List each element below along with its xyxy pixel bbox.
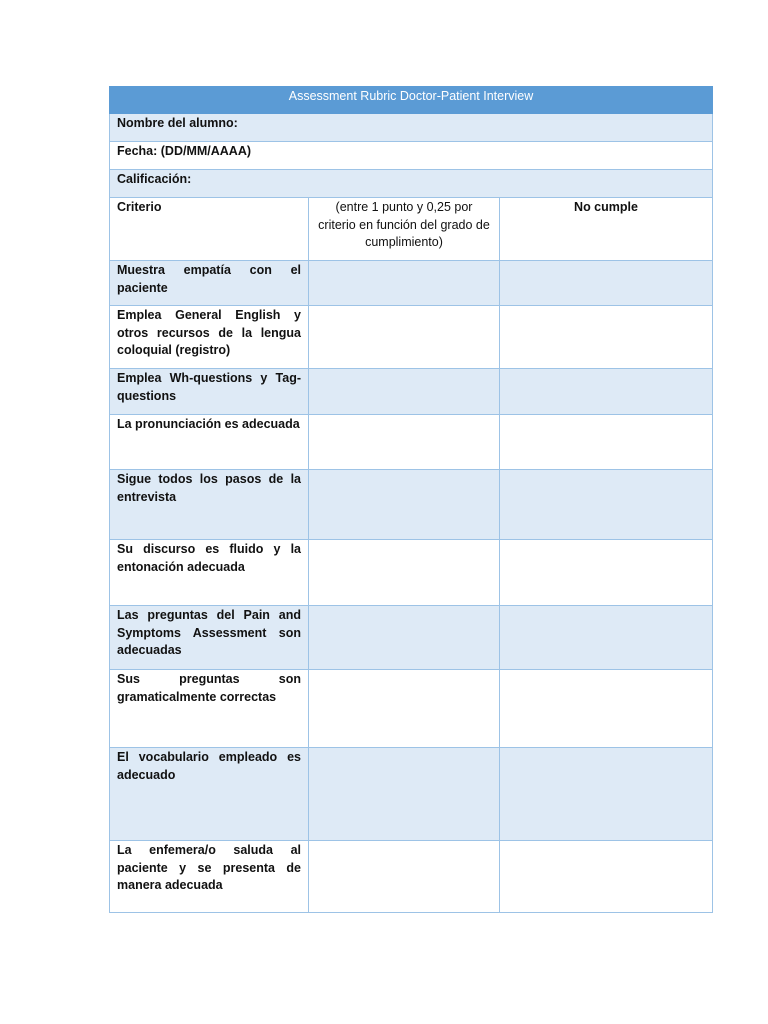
- not-met-cell[interactable]: [500, 261, 713, 306]
- criterion-header: [110, 198, 309, 261]
- not-met-cell[interactable]: [500, 369, 713, 415]
- grade-row: [110, 170, 713, 198]
- not-met-cell[interactable]: [500, 470, 713, 540]
- not-met-cell[interactable]: [500, 748, 713, 841]
- rubric-title-row: [110, 87, 713, 114]
- criterion-text: Sus preguntas son gramaticalmente correctas: [117, 672, 301, 704]
- criterion-cell: [110, 540, 309, 606]
- criterion-row: [110, 470, 713, 540]
- criterion-text: La pronunciación es adecuada: [117, 417, 300, 431]
- not-met-cell[interactable]: [500, 841, 713, 913]
- criterion-row: [110, 606, 713, 670]
- criterion-cell: [110, 369, 309, 415]
- criterion-row: [110, 670, 713, 748]
- student-name-field[interactable]: Nombre del alumno:: [110, 114, 713, 142]
- score-cell[interactable]: [309, 670, 500, 748]
- rubric-title: Assessment Rubric Doctor-Patient Interview: [110, 87, 713, 114]
- criterion-cell: [110, 470, 309, 540]
- criterion-text: Sigue todos los pasos de la entrevista: [117, 472, 301, 504]
- not-met-cell[interactable]: [500, 540, 713, 606]
- criterion-header-text: Criterio: [117, 200, 162, 214]
- not-met-header: [500, 198, 713, 261]
- score-cell[interactable]: [309, 841, 500, 913]
- score-cell[interactable]: [309, 540, 500, 606]
- criterion-cell: [110, 415, 309, 470]
- not-met-cell[interactable]: [500, 670, 713, 748]
- student-name-row: [110, 114, 713, 142]
- criterion-row: [110, 540, 713, 606]
- criterion-text: Las preguntas del Pain and Symptoms Assessment son adecuadas: [117, 608, 301, 657]
- not-met-cell[interactable]: [500, 306, 713, 369]
- criterion-row: [110, 415, 713, 470]
- criterion-cell: [110, 261, 309, 306]
- criterion-row: [110, 748, 713, 841]
- score-cell[interactable]: [309, 369, 500, 415]
- not-met-cell[interactable]: [500, 415, 713, 470]
- criterion-cell: [110, 606, 309, 670]
- criterion-row: [110, 841, 713, 913]
- score-cell[interactable]: [309, 415, 500, 470]
- criterion-row: [110, 306, 713, 369]
- score-range-header-text: (entre 1 punto y 0,25 por criterio en función del grado de cumplimiento): [318, 200, 490, 249]
- score-cell[interactable]: [309, 306, 500, 369]
- criterion-text: Emplea General English y otros recursos de la lengua coloquial (registro): [117, 308, 301, 357]
- score-cell[interactable]: [309, 261, 500, 306]
- criterion-cell: [110, 306, 309, 369]
- criterion-row: [110, 369, 713, 415]
- criterion-text: Su discurso es fluido y la entonación adecuada: [117, 542, 301, 574]
- assessment-rubric-table: [109, 86, 713, 913]
- not-met-cell[interactable]: [500, 606, 713, 670]
- criterion-cell: [110, 670, 309, 748]
- score-cell[interactable]: [309, 748, 500, 841]
- grade-field[interactable]: Calificación:: [110, 170, 713, 198]
- criterion-cell: [110, 748, 309, 841]
- score-cell[interactable]: [309, 606, 500, 670]
- date-field[interactable]: Fecha: (DD/MM/AAAA): [110, 142, 713, 170]
- criterion-text: Muestra empatía con el paciente: [117, 263, 301, 295]
- criterion-text: La enfemera/o saluda al paciente y se presenta de manera adecuada: [117, 843, 301, 892]
- criterion-cell: [110, 841, 309, 913]
- criterion-row: [110, 261, 713, 306]
- header-row: [110, 198, 713, 261]
- date-row: [110, 142, 713, 170]
- not-met-header-text: No cumple: [574, 200, 638, 214]
- criterion-text: Emplea Wh-questions y Tag-questions: [117, 371, 301, 403]
- criterion-text: El vocabulario empleado es adecuado: [117, 750, 301, 782]
- score-cell[interactable]: [309, 470, 500, 540]
- score-range-header: [309, 198, 500, 261]
